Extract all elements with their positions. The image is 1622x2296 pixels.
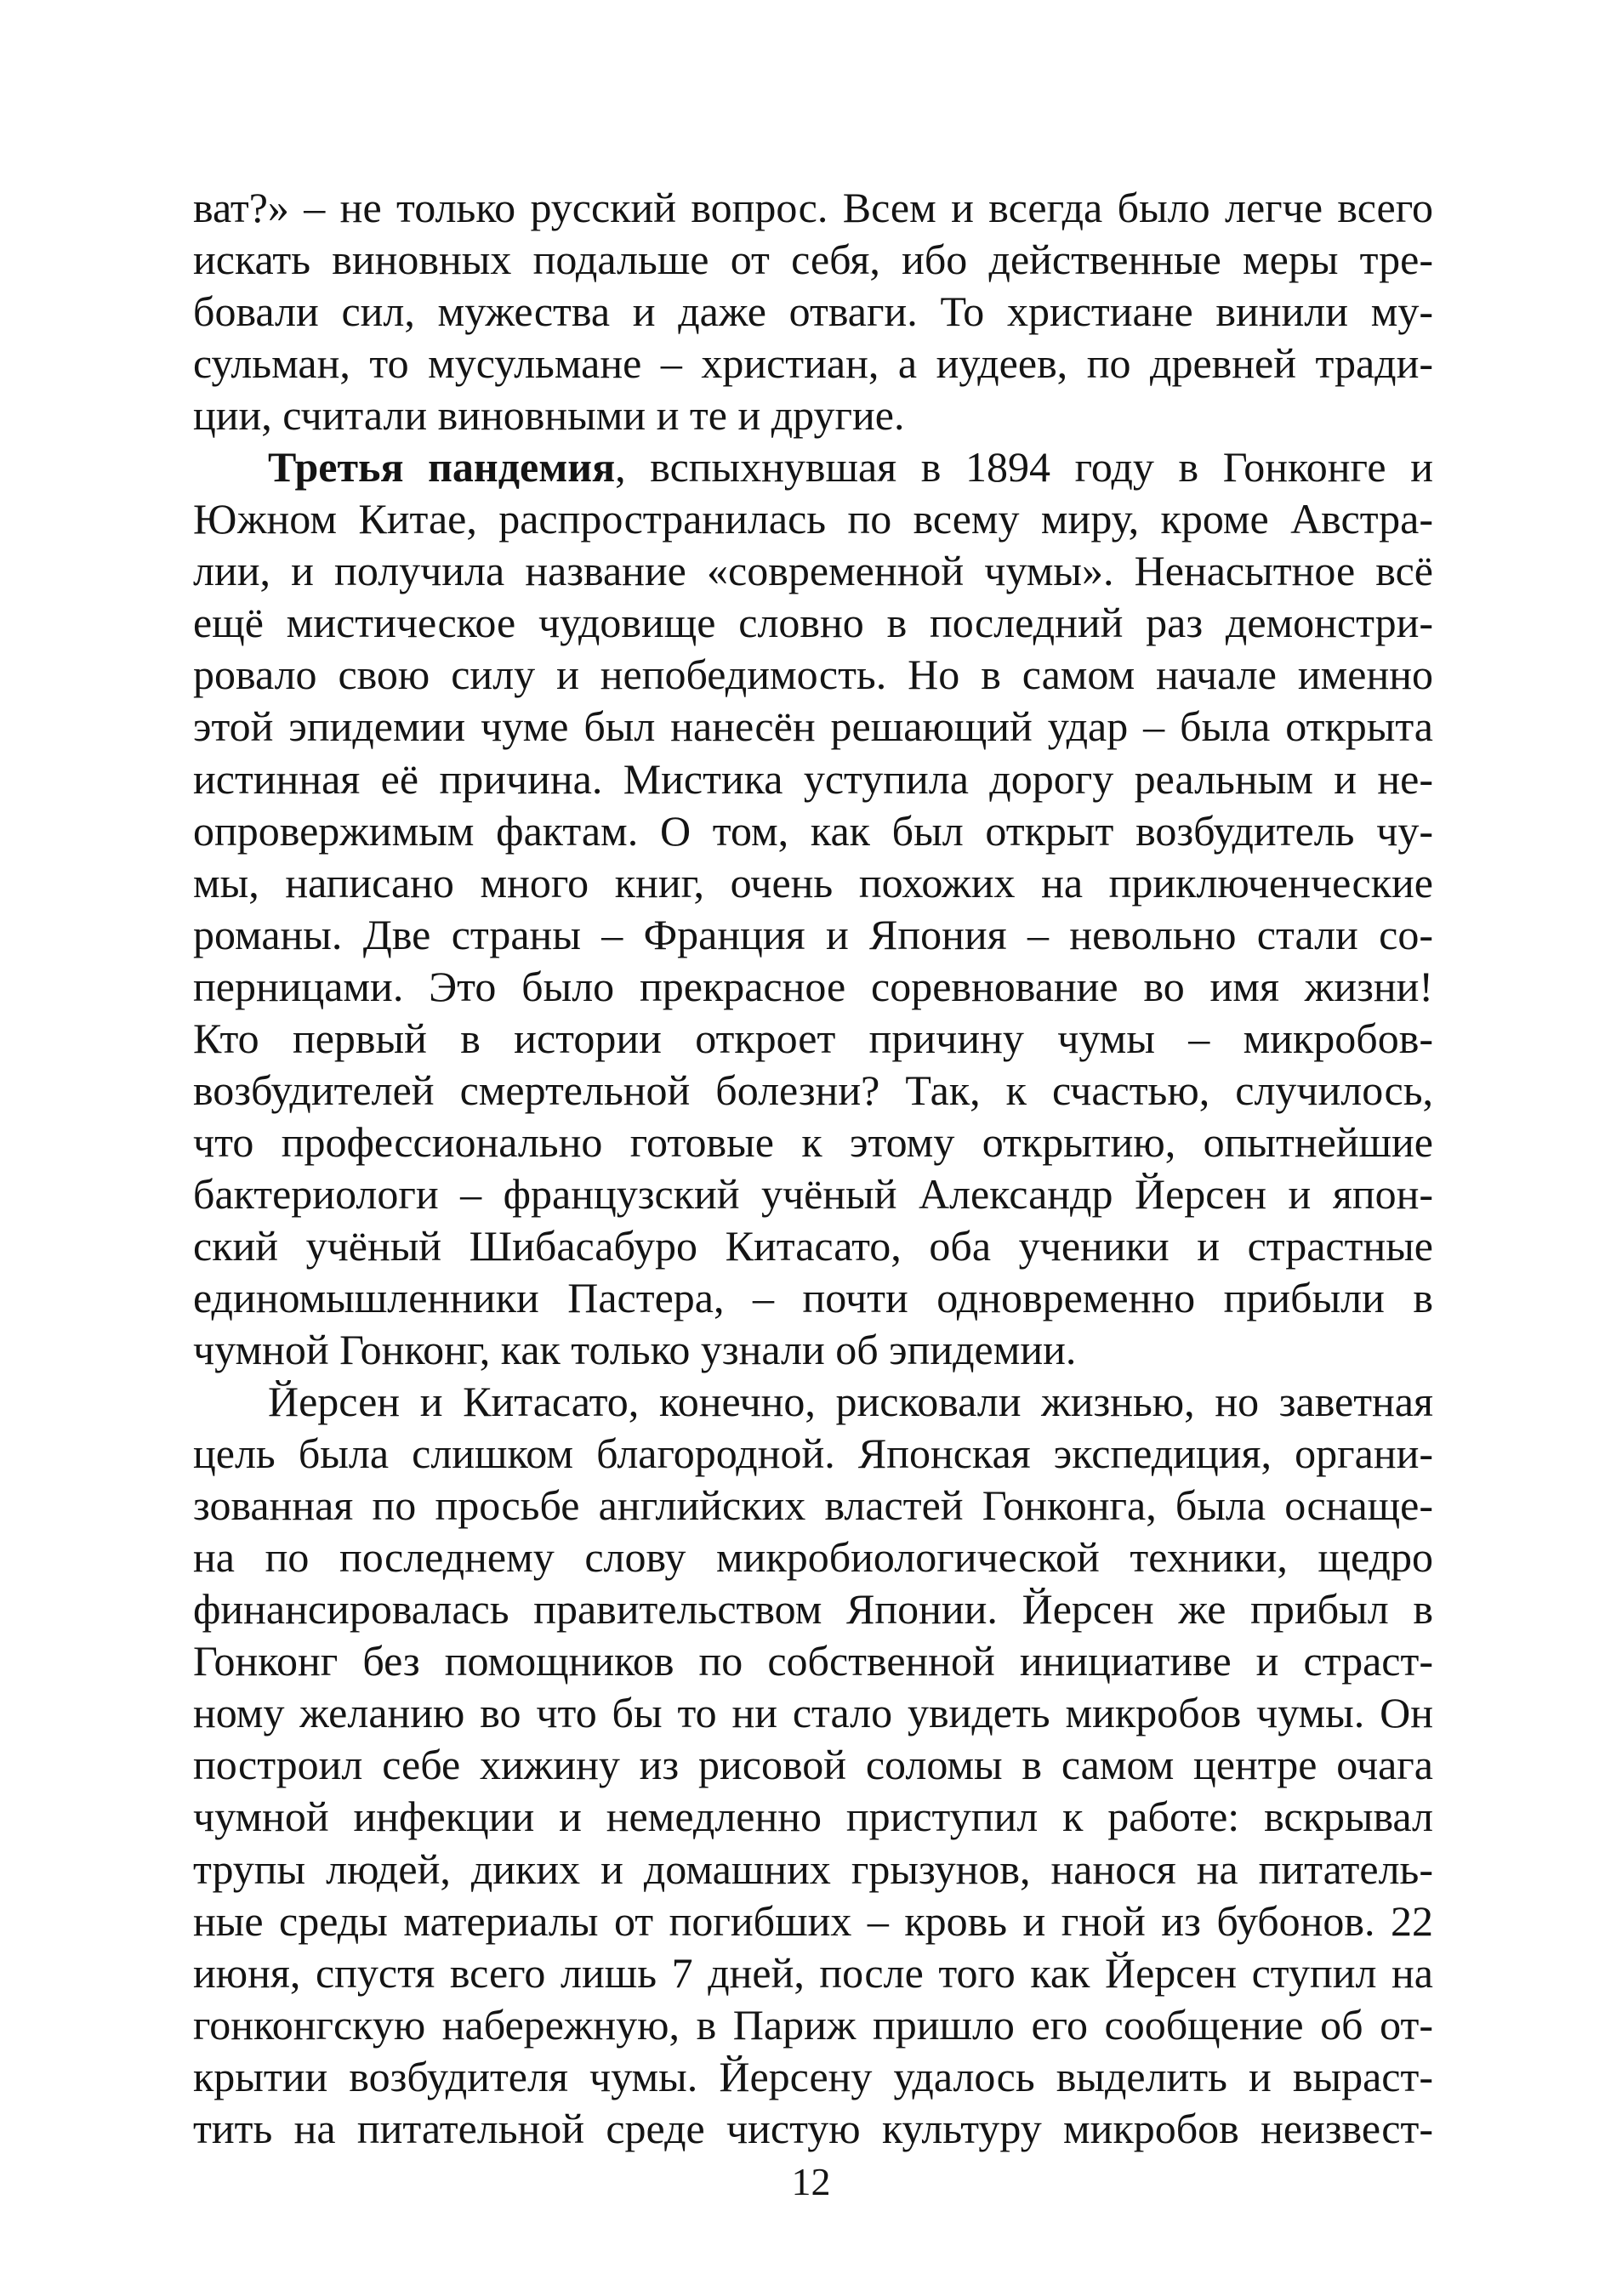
text-line: сульман, то мусульмане – христиан, а иудеев, по древней тради- xyxy=(193,339,1433,388)
text-line: цель была слишком благородной. Японская экспедиция, органи- xyxy=(193,1429,1433,1478)
text-line: мы, написано много книг, очень похожих на приключенческие xyxy=(193,858,1433,906)
text-line: на по последнему слову микробиологической техники, щедро xyxy=(193,1533,1433,1582)
text-line: ещё мистическое чудовище словно в последний раз демонстри- xyxy=(193,599,1433,647)
text-line: лии, и получила название «современной чумы». Ненасытное всё xyxy=(193,547,1433,595)
body-text xyxy=(193,182,1433,2155)
text-line: чумной Гонконг, как только узнали об эпидемии. xyxy=(193,1326,1077,1374)
text-line: этой эпидемии чуме был нанесён решающий удар – была открыта xyxy=(193,702,1433,751)
text-line: что профессионально готовые к этому открытию, опытнейшие xyxy=(193,1117,1433,1166)
text-line: искать виновных подальше от себя, ибо действенные меры тре- xyxy=(193,236,1433,284)
text-line: истинная её причина. Мистика уступила дорогу реальным и не- xyxy=(193,754,1433,803)
text-line: крытии возбудителя чумы. Йерсену удалось выделить и выраст- xyxy=(193,2052,1433,2100)
text-line: возбудителей смертельной болезни? Так, к счастью, случилось, xyxy=(193,1066,1433,1114)
paragraph-2 xyxy=(193,441,1433,1376)
text-line: бактериологи – французский учёный Александр Йерсен и япон- xyxy=(193,1169,1433,1218)
text-line: Кто первый в истории откроет причину чумы – микробов- xyxy=(193,1014,1433,1062)
text-line: ции, считали виновными и те и другие. xyxy=(193,391,905,440)
text-line: Гонконг без помощников по собственной инициативе и страст- xyxy=(193,1637,1433,1685)
text-line: финансировалась правительством Японии. Йерсен же прибыл в xyxy=(193,1585,1433,1634)
text-fragment: , вспыхнувшая в 1894 году в Гонконге и xyxy=(615,443,1433,492)
text-line: опровержимым фактам. О том, как был открыт возбудитель чу- xyxy=(193,806,1433,855)
bold-term: Третья пандемия xyxy=(268,443,616,492)
text-line: Южном Китае, распространилась по всему миру, кроме Австра- xyxy=(193,495,1433,543)
text-line: ват?» – не только русский вопрос. Всем и всегда было легче всего xyxy=(193,184,1433,231)
paragraph-1 xyxy=(193,182,1433,441)
text-line: ные среды материалы от погибших – кровь и гной из бубонов. 22 xyxy=(193,1896,1433,1945)
text-line: ровало свою силу и непобедимость. Но в самом начале именно xyxy=(193,651,1433,699)
text-line: ному желанию во что бы то ни стало увидеть микробов чумы. Он xyxy=(193,1689,1433,1737)
text-line: ский учёный Шибасабуро Китасато, оба ученики и страстные xyxy=(193,1221,1433,1270)
text-line: чумной инфекции и немедленно приступил к работе: вскрывал xyxy=(193,1793,1433,1841)
text-line: единомышленники Пастера, – почти одновременно прибыли в xyxy=(193,1273,1433,1321)
text-line: бовали сил, мужества и даже отваги. То христиане винили му- xyxy=(193,287,1433,336)
page-number: 12 xyxy=(791,2160,831,2203)
text-line: гонконгскую набережную, в Париж пришло его сообщение об от- xyxy=(193,2000,1433,2049)
text-line: построил себе хижину из рисовой соломы в самом центре очага xyxy=(193,1741,1433,1789)
text-line: романы. Две страны – Франция и Япония – невольно стали со- xyxy=(193,910,1433,958)
text-line xyxy=(193,441,1433,493)
text-line: июня, спустя всего лишь 7 дней, после того как Йерсен ступил на xyxy=(193,1948,1433,1997)
text-line: зованная по просьбе английских властей Гонконга, была оснаще- xyxy=(193,1481,1433,1530)
text-line: тить на питательной среде чистую культуру микробов неизвест- xyxy=(193,2104,1433,2152)
text-line: трупы людей, диких и домашних грызунов, нанося на питатель- xyxy=(193,1844,1433,1893)
text-line: перницами. Это было прекрасное соревнование во имя жизни! xyxy=(193,962,1433,1010)
text-line: Йерсен и Китасато, конечно, рисковали жизнью, но заветная xyxy=(268,1378,1433,1426)
paragraph-3 xyxy=(193,1376,1433,2155)
